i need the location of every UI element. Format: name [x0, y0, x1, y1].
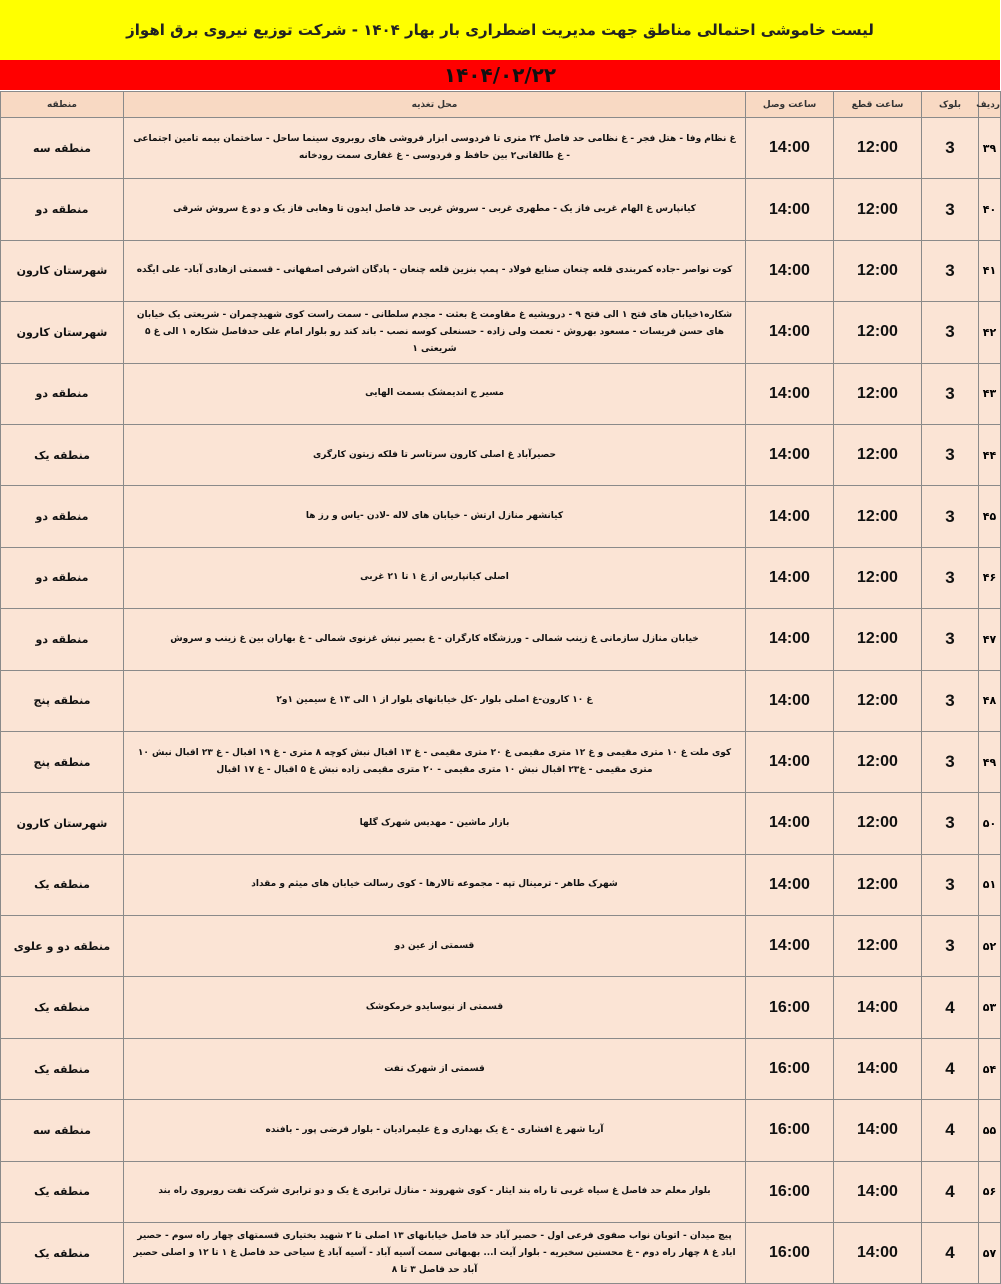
region-name: منطقه دو [1, 547, 124, 608]
row-index: ۵۳ [979, 977, 1001, 1038]
table-row [1, 854, 1001, 915]
table-row [1, 118, 1001, 179]
outage-schedule-table [0, 91, 1001, 1284]
row-index: ۴۰ [979, 179, 1001, 240]
block-number: 3 [922, 240, 979, 301]
table-row [1, 363, 1001, 424]
connect-time: 16:00 [746, 1223, 834, 1284]
row-index: ۴۲ [979, 302, 1001, 363]
col-header-connect-time: ساعت وصل [746, 92, 834, 118]
cut-time: 12:00 [834, 793, 922, 854]
region-name: منطقه دو [1, 609, 124, 670]
feed-location: بازار ماشین - مهدیس شهرک گلها [124, 793, 746, 854]
connect-time: 16:00 [746, 1161, 834, 1222]
table-row [1, 670, 1001, 731]
connect-time: 16:00 [746, 1100, 834, 1161]
row-index: ۵۲ [979, 916, 1001, 977]
table-row [1, 609, 1001, 670]
block-number: 4 [922, 1161, 979, 1222]
cut-time: 12:00 [834, 118, 922, 179]
row-index: ۵۵ [979, 1100, 1001, 1161]
block-number: 3 [922, 793, 979, 854]
row-index: ۴۹ [979, 731, 1001, 792]
block-number: 3 [922, 424, 979, 485]
col-header-block: بلوک [922, 92, 979, 118]
table-row [1, 1038, 1001, 1099]
block-number: 3 [922, 547, 979, 608]
col-header-region: منطقه [1, 92, 124, 118]
col-header-cut-time: ساعت قطع [834, 92, 922, 118]
table-row [1, 793, 1001, 854]
block-number: 3 [922, 854, 979, 915]
block-number: 3 [922, 118, 979, 179]
cut-time: 14:00 [834, 1100, 922, 1161]
block-number: 3 [922, 179, 979, 240]
row-index: ۴۷ [979, 609, 1001, 670]
cut-time: 12:00 [834, 854, 922, 915]
cut-time: 14:00 [834, 977, 922, 1038]
table-row [1, 240, 1001, 301]
connect-time: 14:00 [746, 916, 834, 977]
table-row [1, 302, 1001, 363]
block-number: 3 [922, 609, 979, 670]
cut-time: 12:00 [834, 916, 922, 977]
region-name: منطقه دو و علوی [1, 916, 124, 977]
block-number: 4 [922, 977, 979, 1038]
cut-time: 12:00 [834, 363, 922, 424]
connect-time: 14:00 [746, 854, 834, 915]
date-bar [0, 60, 1000, 90]
connect-time: 16:00 [746, 977, 834, 1038]
row-index: ۴۴ [979, 424, 1001, 485]
row-index: ۴۳ [979, 363, 1001, 424]
feed-location: قسمتی از شهرک نفت [124, 1038, 746, 1099]
feed-location: خیابان منازل سازمانی غ زینب شمالی - ورزشگاه کارگران - غ بصیر نبش غزنوی شمالی - غ بهاران بین غ زینب و سروش [124, 609, 746, 670]
feed-location: قسمتی از عین دو [124, 916, 746, 977]
region-name: منطقه پنج [1, 731, 124, 792]
region-name: منطقه یک [1, 977, 124, 1038]
col-header-location: محل تغذیه [124, 92, 746, 118]
connect-time: 14:00 [746, 670, 834, 731]
cut-time: 14:00 [834, 1038, 922, 1099]
region-name: منطقه یک [1, 424, 124, 485]
connect-time: 14:00 [746, 486, 834, 547]
table-row [1, 486, 1001, 547]
feed-location: شکاره۱خیابان های فتح ۱ الی فتح ۹ - درویشیه غ مقاومت غ بعثت - مجدم سلطانی - سمت راست کوی شهیدچمران - شریعتی یک خیابان های حسن فریسات - مسعود بهروش - نعمت ولی زاده - حسنعلی کوسه نصب - باند کند رو بلوار امام علی حدفاصل شکاره ۱ الی غ ۵ شریعتی ۱ [124, 302, 746, 363]
row-index: ۴۱ [979, 240, 1001, 301]
feed-location: غ ۱۰ کارون-غ اصلی بلوار -کل خیابانهای بلوار از ۱ الی ۱۳ غ سیمین ۱و۲ [124, 670, 746, 731]
region-name: منطقه سه [1, 1100, 124, 1161]
connect-time: 14:00 [746, 240, 834, 301]
cut-time: 12:00 [834, 486, 922, 547]
row-index: ۴۶ [979, 547, 1001, 608]
block-number: 3 [922, 363, 979, 424]
cut-time: 12:00 [834, 240, 922, 301]
feed-location: حصیرآباد غ اصلی کارون سرتاسر تا فلکه زیتون کارگری [124, 424, 746, 485]
row-index: ۴۵ [979, 486, 1001, 547]
table-row [1, 1223, 1001, 1284]
cut-time: 12:00 [834, 179, 922, 240]
feed-location: کوی ملت غ ۱۰ متری مقیمی و غ ۱۲ متری مقیمی غ ۲۰ متری مقیمی - غ ۱۳ اقبال نبش کوچه ۸ متری - غ ۱۹ اقبال - غ ۲۳ اقبال نبش ۱۰ متری مقیمی - غ۲۳ اقبال نبش ۱۰ متری مقیمی - ۲۰ متری مقیمی زاده نبش غ ۵ اقبال - غ ۱۷ اقبال [124, 731, 746, 792]
region-name: شهرستان کارون [1, 302, 124, 363]
block-number: 4 [922, 1038, 979, 1099]
connect-time: 14:00 [746, 793, 834, 854]
row-index: ۵۴ [979, 1038, 1001, 1099]
table-row [1, 1161, 1001, 1222]
table-row [1, 1100, 1001, 1161]
block-number: 3 [922, 486, 979, 547]
connect-time: 14:00 [746, 118, 834, 179]
table-row [1, 179, 1001, 240]
feed-location: بلوار معلم حد فاصل غ سیاه غربی تا راه بند ایثار - کوی شهروند - منازل ترابری غ یک و دو ترابری شرکت نفت روبروی راه بند [124, 1161, 746, 1222]
cut-time: 12:00 [834, 547, 922, 608]
cut-time: 14:00 [834, 1161, 922, 1222]
block-number: 3 [922, 916, 979, 977]
row-index: ۵۱ [979, 854, 1001, 915]
feed-location: مسیر ج اندیمشک بسمت الهایی [124, 363, 746, 424]
region-name: منطقه یک [1, 1223, 124, 1284]
block-number: 3 [922, 670, 979, 731]
connect-time: 14:00 [746, 363, 834, 424]
region-name: منطقه دو [1, 486, 124, 547]
feed-location: کیانپارس غ الهام غربی فاز یک - مطهری غربی - سروش غربی حد فاصل ایدون تا وهابی فاز یک و دو غ سروش شرقی [124, 179, 746, 240]
row-index: ۳۹ [979, 118, 1001, 179]
region-name: منطقه دو [1, 363, 124, 424]
connect-time: 14:00 [746, 731, 834, 792]
table-header-row [1, 92, 1001, 118]
cut-time: 14:00 [834, 1223, 922, 1284]
region-name: منطقه یک [1, 1161, 124, 1222]
table-row [1, 731, 1001, 792]
block-number: 4 [922, 1223, 979, 1284]
connect-time: 14:00 [746, 179, 834, 240]
table-row [1, 424, 1001, 485]
table-row [1, 916, 1001, 977]
cut-time: 12:00 [834, 670, 922, 731]
feed-location: پیچ میدان - اتوبان نواب صفوی فرعی اول - حصیر آباد حد فاصل خیابانهای ۱۳ اصلی تا ۲ شهید بختیاری قسمتهای چهار راه سوم - حصیر اباد غ ۸ چهار راه دوم - غ محسنین سخیریه - بلوار آیت ا... بهبهانی سمت آسیه آباد - آسیه آباد غ سیاحی حد فاصل غ ۱ تا ۱۲ و اصلی حصیر آباد حد فاصل ۳ تا ۸ [124, 1223, 746, 1284]
connect-time: 14:00 [746, 302, 834, 363]
feed-location: غ نظام وفا - هتل فجر - غ نظامی حد فاصل ۲۴ متری تا فردوسی ابزار فروشی های روبروی سینما ساحل - ساختمان بیمه تامین اجتماعی - غ طالقانی۲ بین حافظ و فردوسی - غ غفاری سمت رودخانه [124, 118, 746, 179]
row-index: ۵۶ [979, 1161, 1001, 1222]
region-name: منطقه دو [1, 179, 124, 240]
region-name: منطقه یک [1, 854, 124, 915]
connect-time: 16:00 [746, 1038, 834, 1099]
cut-time: 12:00 [834, 731, 922, 792]
row-index: ۵۷ [979, 1223, 1001, 1284]
report-title-bar [0, 0, 1000, 61]
cut-time: 12:00 [834, 424, 922, 485]
block-number: 4 [922, 1100, 979, 1161]
region-name: منطقه پنج [1, 670, 124, 731]
connect-time: 14:00 [746, 609, 834, 670]
feed-location: کوت نواصر -جاده کمربندی قلعه چنعان صنایع فولاد - پمپ بنزین قلعه چنعان - پادگان اشرفی اصفهانی - قسمتی ازهادی آباد- علی ایگده [124, 240, 746, 301]
row-index: ۵۰ [979, 793, 1001, 854]
connect-time: 14:00 [746, 547, 834, 608]
connect-time: 14:00 [746, 424, 834, 485]
report-title: لیست خاموشی احتمالی مناطق جهت مدیریت اضطراری بار بهار ۱۴۰۴ - شرکت توزیع نیروی برق اهواز [126, 21, 874, 39]
block-number: 3 [922, 302, 979, 363]
cut-time: 12:00 [834, 302, 922, 363]
table-row [1, 547, 1001, 608]
region-name: شهرستان کارون [1, 793, 124, 854]
table-row [1, 977, 1001, 1038]
feed-location: کیانشهر منازل ارتش - خیابان های لاله -لادن -یاس و رز ها [124, 486, 746, 547]
region-name: شهرستان کارون [1, 240, 124, 301]
feed-location: آریا شهر غ افشاری - غ یک بهداری و غ علیمرادیان - بلوار فرضی پور - بافنده [124, 1100, 746, 1161]
feed-location: قسمتی از نیوسایدو خرمکوشک [124, 977, 746, 1038]
feed-location: شهرک طاهر - ترمینال تپه - مجموعه تالارها - کوی رسالت خیابان های میثم و مقداد [124, 854, 746, 915]
cut-time: 12:00 [834, 609, 922, 670]
block-number: 3 [922, 731, 979, 792]
report-date: ۱۴۰۴/۰۲/۲۲ [443, 63, 557, 87]
feed-location: اصلی کیانپارس از غ ۱ تا ۲۱ غربی [124, 547, 746, 608]
row-index: ۴۸ [979, 670, 1001, 731]
region-name: منطقه سه [1, 118, 124, 179]
region-name: منطقه یک [1, 1038, 124, 1099]
col-header-idx: ردیف [979, 92, 1001, 118]
